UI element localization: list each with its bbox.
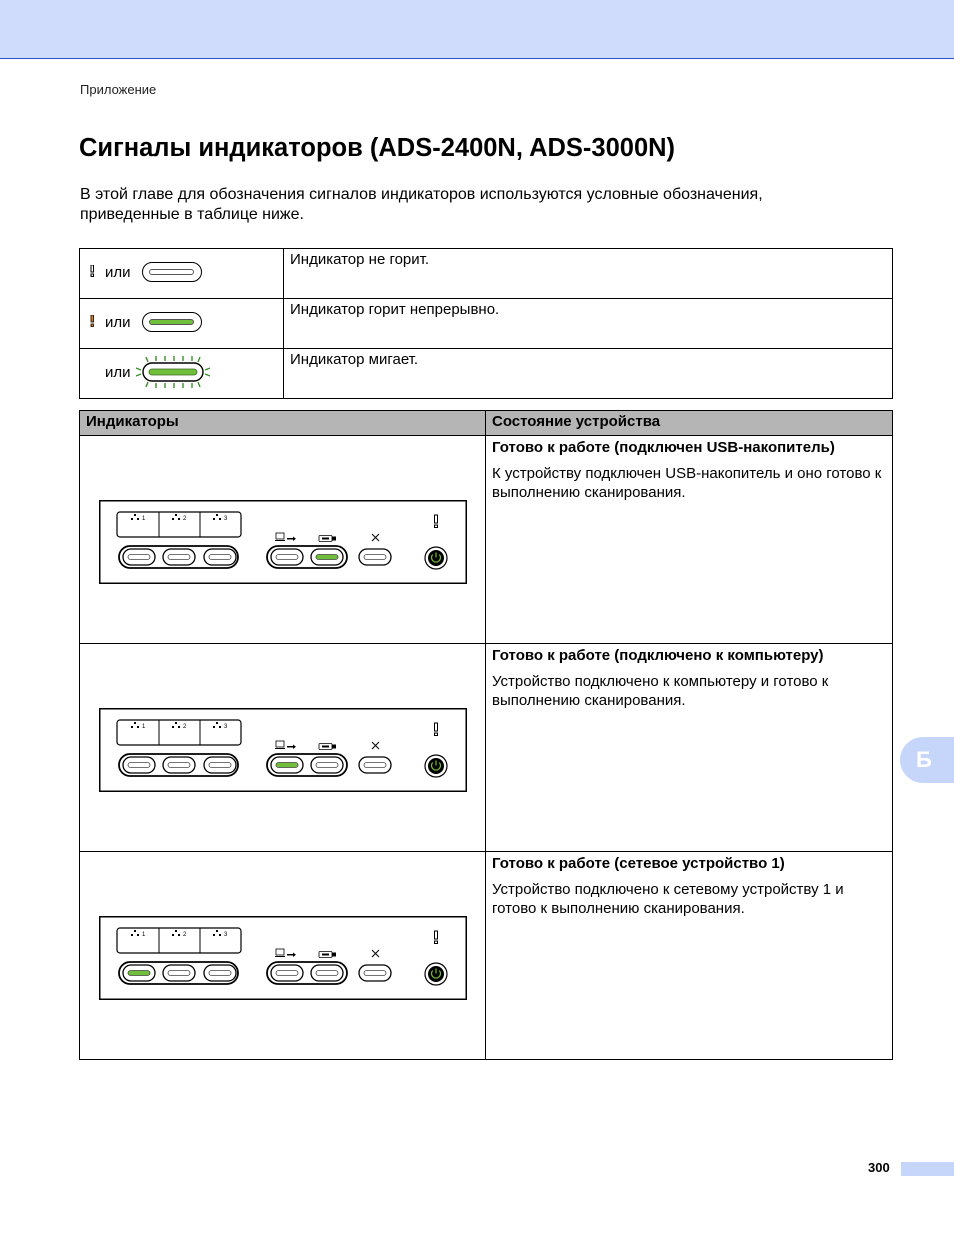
col-header-state: Состояние устройства: [486, 411, 893, 436]
led-pc: [276, 971, 298, 976]
warning-led-on-icon: [89, 315, 95, 327]
legend-desc: Индикатор горит непрерывно.: [284, 299, 893, 349]
led-pc: [276, 763, 298, 768]
usb-connector: [332, 537, 336, 541]
network-label: 3: [224, 516, 228, 522]
table-header-row: [80, 411, 893, 436]
usb-connector: [332, 953, 336, 957]
table-row: [80, 436, 893, 644]
state-title: Готово к работе (сетевое устройство 1): [492, 855, 785, 872]
breadcrumb: Приложение: [80, 82, 157, 97]
or-label: или: [105, 264, 131, 281]
legend-row-blink: [80, 349, 893, 399]
led-on-icon: [142, 312, 202, 332]
network-label: 2: [183, 516, 187, 522]
led-net1: [128, 555, 150, 560]
state-title: Готово к работе (подключен USB-накопитель): [492, 439, 835, 456]
legend-desc: Индикатор не горит.: [284, 249, 893, 299]
legend-row-off: [80, 249, 893, 299]
status-table: [79, 410, 893, 1060]
led-net2: [168, 971, 190, 976]
state-desc: Устройство подключено к компьютеру и готово к выполнению сканирования.: [492, 673, 829, 709]
network-label: 1: [142, 724, 146, 730]
pc-icon: [276, 741, 284, 747]
led-usb: [316, 555, 338, 560]
page-title: Сигналы индикаторов (ADS-2400N, ADS-3000N): [79, 134, 676, 162]
led-net2: [168, 555, 190, 560]
indicator-cell: [80, 644, 486, 852]
intro-paragraph: В этой главе для обозначения сигналов индикаторов используются условные обозначения, приведенные в таблице ниже.: [80, 186, 763, 223]
led-net3: [209, 763, 231, 768]
led-net3: [209, 971, 231, 976]
state-cell: [486, 436, 893, 644]
led-net2: [168, 763, 190, 768]
page-number-bar: [901, 1162, 954, 1176]
network-label: 1: [142, 516, 146, 522]
legend-symbol-cell: [80, 349, 284, 399]
legend-table: [79, 248, 893, 399]
legend-row-on: [80, 299, 893, 349]
led-usb: [316, 971, 338, 976]
pc-icon: [276, 949, 284, 955]
network-label: 2: [183, 932, 187, 938]
state-title: Готово к работе (подключено к компьютеру): [492, 647, 824, 664]
page-number: 300: [868, 1160, 890, 1175]
warning-led-off-icon: [89, 265, 95, 277]
or-label: или: [105, 314, 131, 331]
usb-connector: [332, 745, 336, 749]
control-panel: [99, 500, 467, 584]
power-button-face: [428, 758, 444, 774]
state-desc: К устройству подключен USB-накопитель и оно готово к выполнению сканирования.: [492, 465, 882, 501]
network-label: 3: [224, 724, 228, 730]
appendix-tab: Б: [900, 737, 954, 783]
led-net1: [128, 763, 150, 768]
led-blinking-icon: [136, 355, 210, 389]
led-stop: [364, 971, 386, 976]
state-desc: Устройство подключено к сетевому устройству 1 и готово к выполнению сканирования.: [492, 881, 844, 917]
col-header-indicators: Индикаторы: [80, 411, 486, 436]
control-panel: [99, 916, 467, 1000]
led-pc: [276, 555, 298, 560]
control-panel: [99, 708, 467, 792]
indicator-cell: [80, 436, 486, 644]
or-label: или: [105, 364, 131, 381]
led-stop: [364, 763, 386, 768]
table-row: [80, 644, 893, 852]
state-cell: [486, 644, 893, 852]
led-stop: [364, 555, 386, 560]
led-net1: [128, 971, 150, 976]
legend-symbol-cell: [80, 299, 284, 349]
table-row: [80, 852, 893, 1060]
led-usb: [316, 763, 338, 768]
power-button-face: [428, 550, 444, 566]
led-net3: [209, 555, 231, 560]
network-label: 1: [142, 932, 146, 938]
pc-icon: [276, 533, 284, 539]
state-cell: [486, 852, 893, 1060]
indicator-cell: [80, 852, 486, 1060]
legend-desc: Индикатор мигает.: [284, 349, 893, 399]
network-label: 2: [183, 724, 187, 730]
legend-symbol-cell: [80, 249, 284, 299]
network-label: 3: [224, 932, 228, 938]
led-off-icon: [142, 262, 202, 282]
power-button-face: [428, 966, 444, 982]
header-band: [0, 0, 954, 59]
